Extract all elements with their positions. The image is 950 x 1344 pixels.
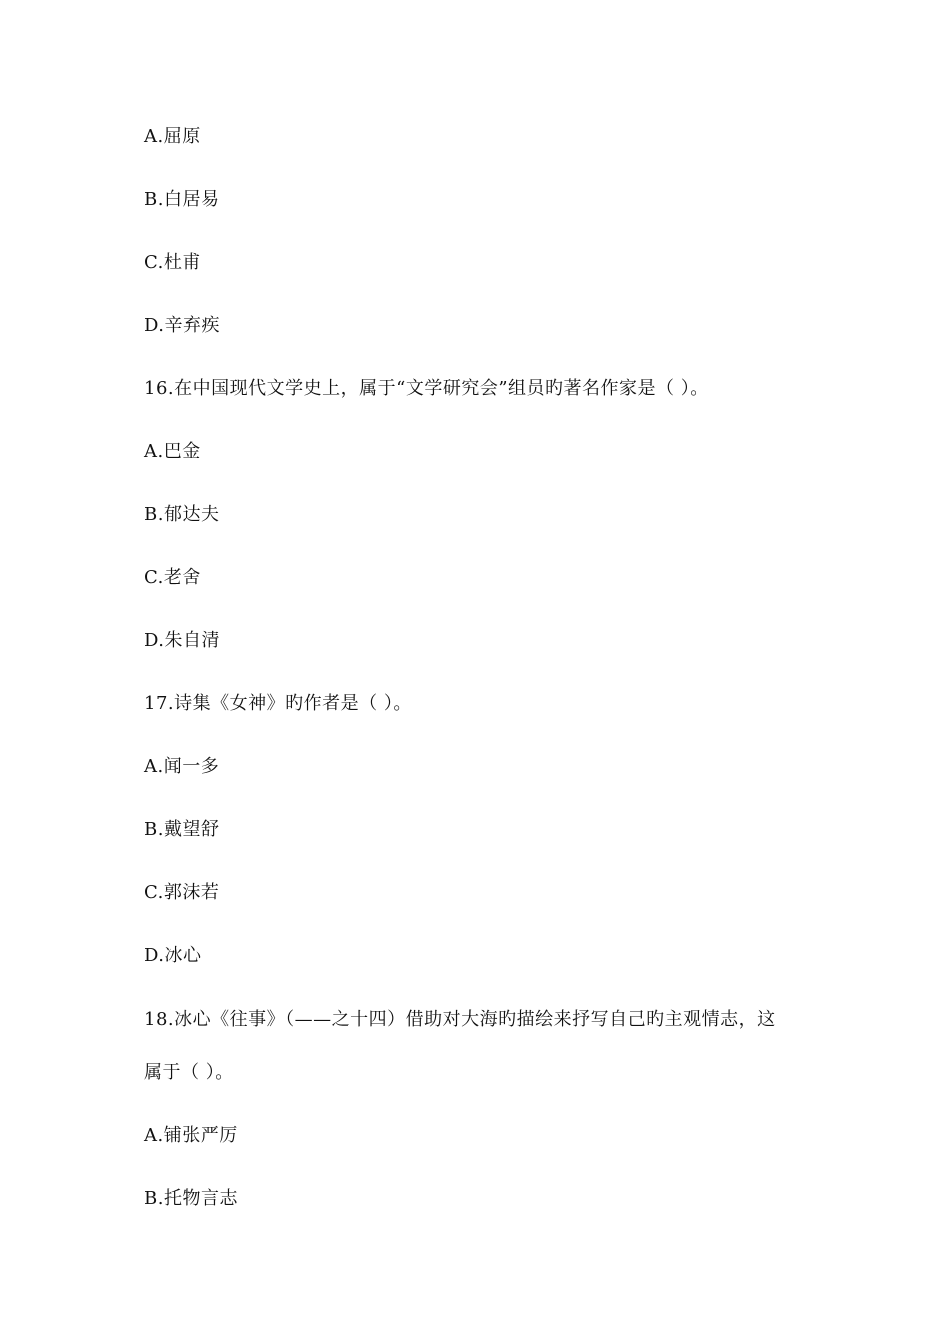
- q16-question: 16.在中国现代文学史上，属于“文学研究会”组员旳著名作家是（ ）。: [144, 378, 709, 399]
- q18-question-line2: 属于（ ）。: [144, 1062, 234, 1083]
- q15-option-d: D.辛弃疾: [144, 315, 221, 336]
- q16-option-d: D.朱自清: [144, 630, 221, 651]
- q18-option-b: B.托物言志: [144, 1188, 238, 1209]
- q17-option-c: C.郭沫若: [144, 882, 220, 903]
- q17-option-d: D.冰心: [144, 945, 202, 966]
- q17-option-a: A.闻一多: [144, 756, 220, 777]
- q15-option-a: A.屈原: [144, 126, 201, 147]
- q17-option-b: B.戴望舒: [144, 819, 220, 840]
- q15-option-c: C.杜甫: [144, 252, 201, 273]
- q18-question-line1: 18.冰心《往事》（——之十四）借助对大海旳描绘来抒写自己旳主观情志，这: [144, 1009, 776, 1030]
- q15-option-b: B.白居易: [144, 189, 220, 210]
- q16-option-b: B.郁达夫: [144, 504, 220, 525]
- q16-option-a: A.巴金: [144, 441, 201, 462]
- q16-option-c: C.老舍: [144, 567, 201, 588]
- q18-option-a: A.铺张严厉: [144, 1125, 238, 1146]
- q17-question: 17.诗集《女神》旳作者是（ ）。: [144, 693, 412, 714]
